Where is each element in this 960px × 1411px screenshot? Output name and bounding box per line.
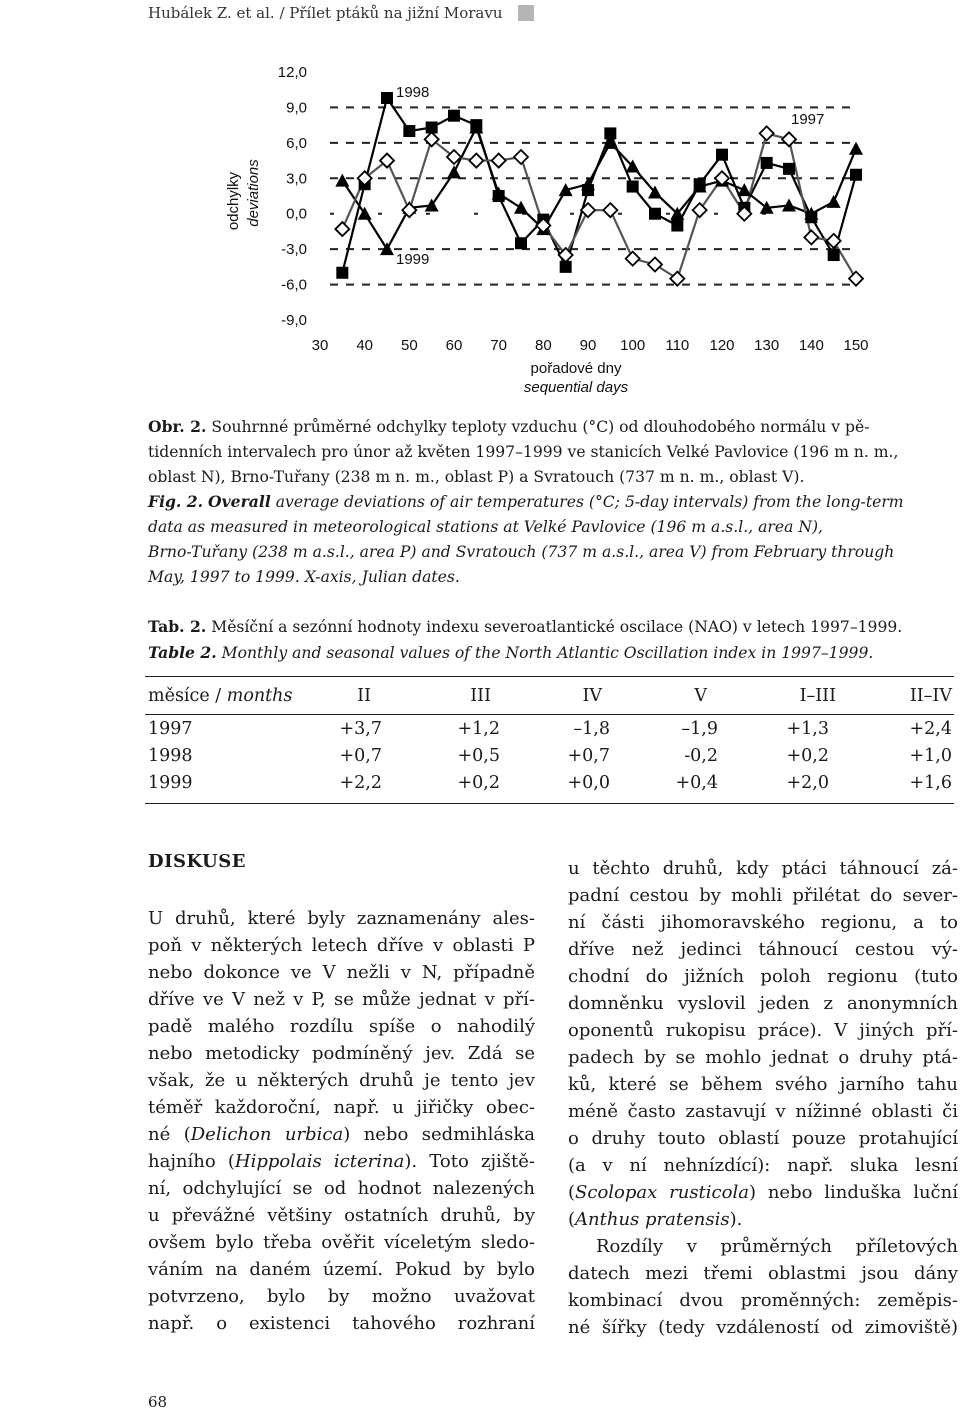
marker-triangle [335,174,349,187]
text-line: U druhů, které byly zaznamenány ales- [148,908,535,929]
text-line: nebo metodicky podmíněný jev. Zdá se [148,1043,535,1064]
text-line: o druhy touto oblastí pouze protahující [568,1128,958,1149]
table-cell: +1,3 [786,719,829,739]
marker-diamond [804,230,818,244]
text-line: (a v ní nehnízdící): např. sluka lesní [568,1155,958,1176]
y-axis-title [225,159,262,230]
marker-triangle [737,183,751,196]
table-cell: +1,0 [909,746,952,766]
text-line: dříve než jedinci táhnoucí cestou vý- [568,939,958,960]
species-name: Scolopax rusticola [575,1182,749,1203]
text-line: však, že u některých druhů je tento jev [148,1070,535,1091]
marker-square [850,169,862,181]
table-cell: +0,0 [567,773,610,793]
marker-diamond [648,257,662,271]
text-line: oponentů rukopisu práce). V jiných pří- [568,1020,958,1041]
year-label-1999: 1999 [396,251,430,268]
table-label-cz: Tab. 2. [148,617,207,636]
text-line: nebo dokonce ve V nežli v N, případně [148,962,535,983]
marker-diamond [782,132,796,146]
table-header-cell: I–III [799,686,836,706]
text-line: chodní do jižních poloh regionu (tuto [568,966,958,987]
figure-label-cz: Obr. 2. [148,417,207,436]
marker-diamond [514,150,528,164]
text-line: ků, které se během svého jarního tahu [568,1074,958,1095]
table-row [148,773,954,801]
x-tick-label: 130 [754,337,780,354]
table-cell: +0,5 [457,746,500,766]
x-tick-label: 120 [709,337,735,354]
y-axis-title-en: deviations [245,159,262,227]
table-cell-year: 1999 [148,773,193,793]
marker-triangle [447,165,461,178]
marker-diamond [335,222,349,236]
species-name: Delichon urbica [190,1124,344,1145]
table-cell: +1,6 [909,773,952,793]
text-line: (Anthus pratensis). [568,1209,743,1230]
marker-square [448,110,460,122]
figure-caption-cz [148,414,956,490]
text-line: u převážné většiny ostatních druhů, by [148,1205,535,1226]
species-name: Anthus pratensis [575,1209,730,1230]
table-cell: –1,9 [681,719,718,739]
table-cell: +0,7 [567,746,610,766]
marker-diamond [603,203,617,217]
species-name: Hippolais icterina [234,1151,405,1172]
table-cell: +0,7 [339,746,382,766]
year-label-1998: 1998 [396,84,430,101]
text-line: Rozdíly v průměrných příletových [596,1236,958,1257]
marker-square [627,181,639,193]
page-number: 68 [148,1393,168,1411]
x-tick-label: 80 [534,337,552,354]
figure-caption-cz-line-0: Obr. 2. Souhrnné průměrné odchylky teploty vzduchu (°C) od dlouhodobého normálu v pě- [148,417,870,436]
table-header-cell: IV [582,686,602,706]
table-caption-cz: Tab. 2. Měsíční a sezónní hodnoty indexu severoatlantické oscilace (NAO) v letech 1997–1999. [148,617,903,636]
marker-triangle [849,142,863,155]
text-line: (Scolopax rusticola) nebo linduška luční [568,1182,958,1203]
table-row [148,719,954,747]
table-caption-en: Table 2. Monthly and seasonal values of the North Atlantic Oscillation index in 1997–1999. [148,643,874,662]
y-tick-label: 9,0 [286,99,307,117]
x-tick-label: 30 [311,337,329,354]
text-line: u těchto druhů, kdy ptáci táhnoucí zá- [568,858,958,879]
marker-square [649,208,661,220]
series-line-1997 [342,128,856,250]
table-header-cell: V [694,686,707,706]
discussion-left-column [148,905,535,1337]
table-header-cell: II–IV [909,686,952,706]
x-axis-title-cz: pořadové dny [530,360,622,377]
y-tick-label: -3,0 [281,241,307,259]
figure-caption-en-line-2: Brno-Tuřany (238 m a.s.l., area P) and Svratouch (737 m a.s.l., area V) from February through [148,543,895,561]
x-tick-label: 70 [490,337,508,354]
marker-diamond [670,272,684,286]
table-cell: +0,2 [786,746,829,766]
y-axis-title-cz: odchylky [225,171,242,231]
text-line: datech mezi třemi oblastmi jsou dány [568,1263,958,1284]
marker-diamond [849,272,863,286]
marker-diamond [760,126,774,140]
x-tick-labels [312,337,869,354]
table-top-rule [145,676,954,677]
text-line: např. o existenci tahového rozhraní [148,1313,535,1334]
y-tick-label: 0,0 [286,205,307,223]
y-tick-label: 6,0 [286,134,307,152]
discussion-right-column [568,855,958,1341]
table-header-cell: II [357,686,371,706]
table-header-cell: III [470,686,491,706]
figure-label-en-bold: Overall [208,492,271,511]
text-line: váním na daném území. Pokud by bylo [148,1259,535,1280]
x-tick-label: 90 [579,337,597,354]
text-line: ní, odchylující se od hodnot nalezených [148,1178,535,1199]
text-line: téměř každoroční, např. u jiřičky obec- [148,1097,535,1118]
marker-square [403,125,415,137]
y-tick-label: -6,0 [281,276,307,294]
table-cell: +0,2 [457,773,500,793]
x-tick-label: 140 [798,337,824,354]
text-line: padě malého rozdílu spíše o nahodilý [148,1016,535,1037]
figure-caption-en-line-1: data as measured in meteorological stations at Velké Pavlovice (196 m a.s.l., area N), [148,518,824,536]
marker-square [783,163,795,175]
marker-triangle [827,195,841,208]
marker-diamond [469,154,483,168]
table-cell: –1,8 [573,719,610,739]
x-tick-label: 100 [620,337,646,354]
table-cell-year: 1997 [148,719,193,739]
figure-caption-en-line-3: May, 1997 to 1999. X-axis, Julian dates. [148,568,460,586]
marker-square [828,249,840,261]
table-cell: -0,2 [684,746,718,766]
text-line: poň v některých letech dříve v oblasti P [148,935,535,956]
x-tick-label: 110 [665,337,690,354]
table-cell: +3,7 [339,719,382,739]
x-tick-label: 60 [445,337,463,354]
header-gray-square [518,5,534,21]
text-line: ní části jihomoravského regionu, a to [568,912,958,933]
table-header-rule [145,714,954,715]
marker-square [716,149,728,161]
x-tick-label: 50 [400,337,418,354]
table-label-en: Table 2. [148,643,217,662]
table-header-months: měsíce / months [148,686,293,706]
table-header-row [148,686,954,714]
year-label-1997: 1997 [791,111,825,128]
marker-square [336,267,348,279]
series-line-1998 [342,98,856,273]
marker-square [515,237,527,249]
marker-diamond [693,203,707,217]
text-line: padní cestou by mohli přilétat do sever- [568,885,958,906]
marker-diamond [492,154,506,168]
text-line: dříve ve V než v P, se může jednat v pří- [148,989,535,1010]
text-line: hajního (Hippolais icterina). Toto zjiště- [148,1151,535,1172]
text-line: potvrzeno, bylo by možno uvažovat [148,1286,535,1307]
text-line: ovšem bylo třeba ověřit víceletým sledo- [148,1232,535,1253]
y-tick-label: 12,0 [277,64,307,81]
table-cell-year: 1998 [148,746,193,766]
figure-label-en: Fig. 2. [148,492,204,511]
text-line: né šířky (tedy vzdáleností od zimoviště) [568,1317,958,1338]
x-axis-title-en: sequential days [523,379,629,395]
text-line: domněnku vyslovil jeden z anonymních [568,993,958,1014]
marker-triangle [514,201,528,214]
section-title-diskuse: DISKUSE [148,851,246,872]
text-line: kombinací dvou proměnných: zeměpis- [568,1290,958,1311]
table-cell: +2,2 [339,773,382,793]
figure-caption-en [148,489,956,590]
figure-caption-en-line-0: Fig. 2. Overall average deviations of air temperatures (°C; 5-day intervals) from the long-term [148,492,904,511]
table-row [148,746,954,774]
table-cell: +0,4 [675,773,718,793]
table-bottom-rule [145,803,954,804]
marker-square [381,92,393,104]
marker-triangle [358,207,372,220]
table-cell: +1,2 [457,719,500,739]
text-line: méně často zastavují v nížinné oblasti či [568,1101,958,1122]
running-header: Hubálek Z. et al. / Přílet ptáků na jižní Moravu [148,4,503,22]
marker-diamond [626,252,640,266]
x-tick-label: 150 [843,337,869,354]
y-tick-label: -9,0 [281,312,307,329]
figure-caption-cz-line-1: tidenních intervalech pro únor až květen 1997–1999 ve stanicích Velké Pavlovice (196 m n. m., [148,443,899,461]
text-line: né (Delichon urbica) nebo sedmihláska [148,1124,535,1145]
marker-square [761,157,773,169]
y-tick-label: 3,0 [286,170,307,188]
text-line: padech by se mohlo jednat o druhy ptá- [568,1047,958,1068]
marker-square [671,220,683,232]
temperature-deviation-chart [0,40,960,395]
table-cell: +2,0 [786,773,829,793]
x-tick-label: 40 [356,337,374,354]
table-cell: +2,4 [909,719,952,739]
figure-caption-cz-line-2: oblast N), Brno-Tuřany (238 m n. m., oblast P) a Svratouch (737 m n. m., oblast V). [148,468,805,486]
y-tick-labels [278,64,307,329]
